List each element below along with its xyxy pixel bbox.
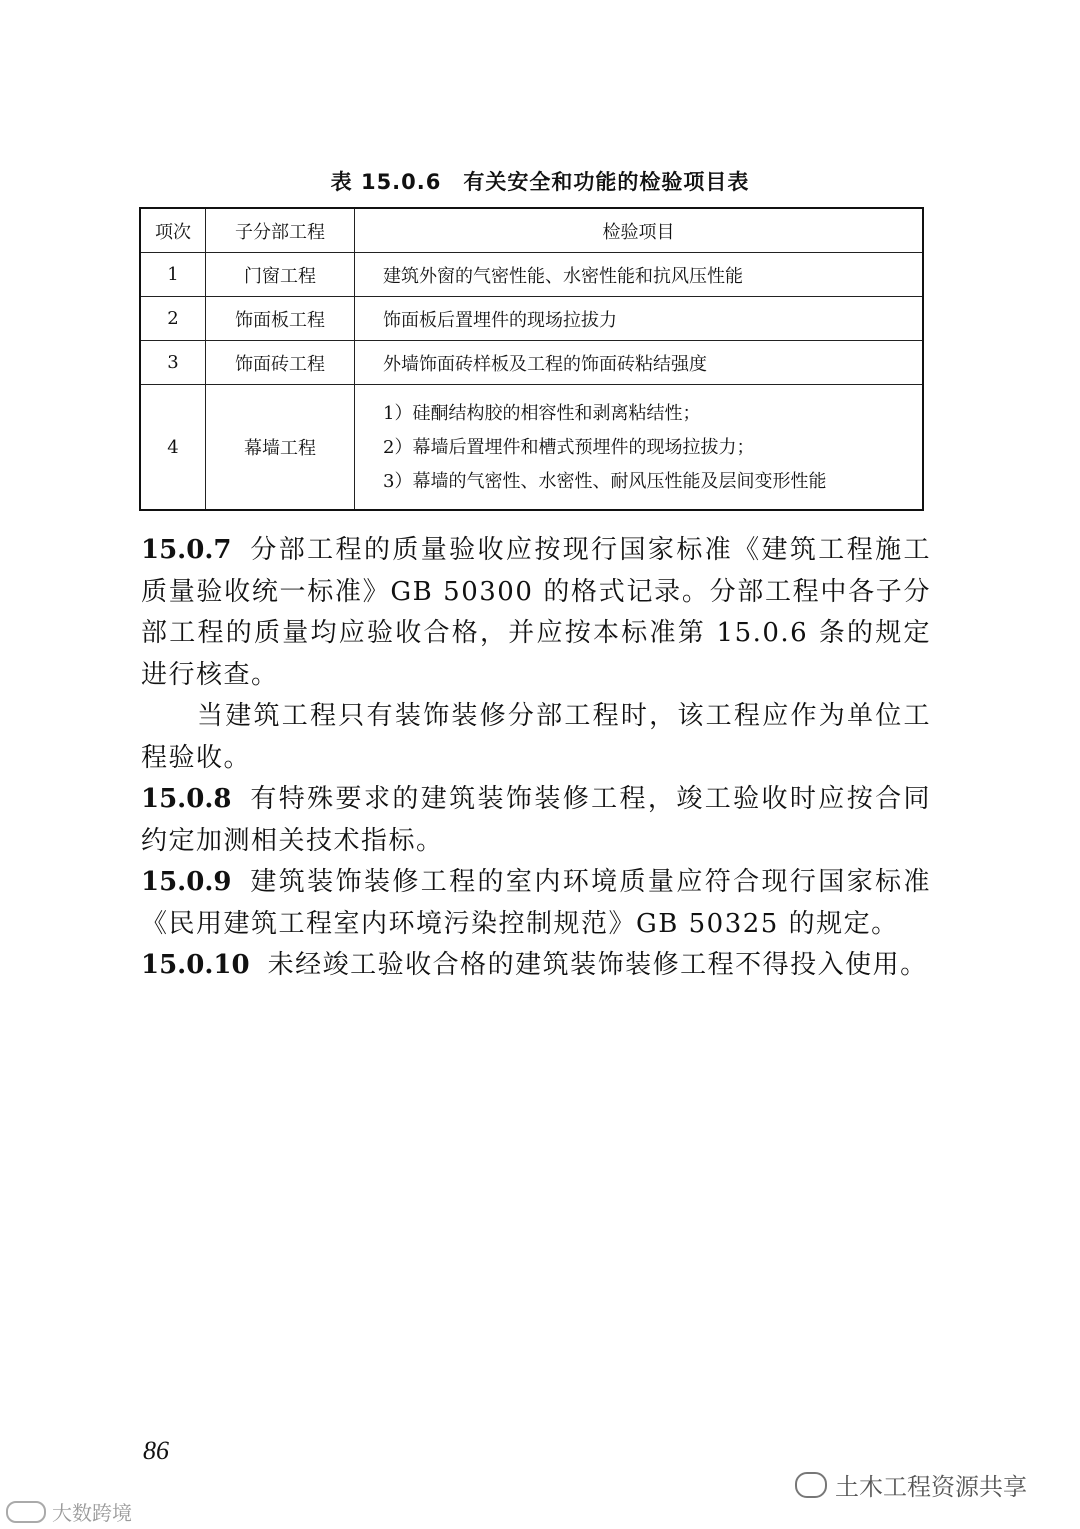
clause-15-0-8: [141, 779, 931, 862]
table-row: [140, 385, 923, 511]
row-item: 3）幕墙的气密性、水密性、耐风压性能及层间变形性能: [383, 471, 827, 492]
clause-15-0-7: [141, 530, 931, 696]
clause-15-0-10: [141, 945, 931, 987]
clause-text: 建筑装饰装修工程的室内环境质量应符合现行国家标准《民用建筑工程室内环境污染控制规范》GB 50325 的规定。: [141, 867, 931, 939]
row-item: 建筑外窗的气密性能、水密性能和抗风压性能: [355, 253, 924, 297]
row-item: 2）幕墙后置埋件和槽式预埋件的现场拉拔力；: [383, 437, 755, 458]
table-row: [140, 297, 923, 341]
page-number: 86: [143, 1436, 169, 1465]
table-title: 表 15.0.6 有关安全和功能的检验项目表: [330, 170, 750, 194]
watermark-left: [6, 1497, 132, 1526]
cloud-icon: [6, 1501, 46, 1523]
watermark-right: [795, 1467, 1027, 1502]
row-item: 1）硅酮结构胶的相容性和剥离粘结性；: [383, 403, 701, 424]
row-item-list: [355, 385, 924, 511]
row-item: 饰面板后置埋件的现场拉拔力: [355, 297, 924, 341]
row-item: 外墙饰面砖样板及工程的饰面砖粘结强度: [355, 341, 924, 385]
clause-15-0-7-paragraph-2: 当建筑工程只有装饰装修分部工程时，该工程应作为单位工程验收。: [141, 701, 931, 773]
clause-number: 15.0.10: [141, 950, 250, 980]
table-row: [140, 341, 923, 385]
row-sub: 门窗工程: [206, 253, 355, 297]
row-sub: 饰面砖工程: [206, 341, 355, 385]
row-no: 3: [140, 341, 206, 385]
row-sub: 幕墙工程: [206, 385, 355, 511]
clause-text: 有特殊要求的建筑装饰装修工程，竣工验收时应按合同约定加测相关技术指标。: [141, 784, 931, 856]
clause-text: 分部工程的质量验收应按现行国家标准《建筑工程施工质量验收统一标准》GB 50300 的格式记录。分部工程中各子分部工程的质量均应验收合格，并应按本标准第 15.0.6 条的规定进行核查。: [141, 535, 931, 690]
wechat-icon: [795, 1472, 827, 1498]
inspection-table: [139, 207, 924, 511]
row-no: 2: [140, 297, 206, 341]
clause-body: [141, 530, 931, 987]
row-no: 1: [140, 253, 206, 297]
row-sub: 饰面板工程: [206, 297, 355, 341]
clause-number: 15.0.7: [141, 535, 232, 565]
header-sub: 子分部工程: [206, 208, 355, 253]
table-row: [140, 253, 923, 297]
watermark-right-text: 土木工程资源共享: [835, 1473, 1027, 1501]
header-item: 检验项目: [355, 208, 924, 253]
clause-number: 15.0.8: [141, 784, 232, 814]
clause-text: 未经竣工验收合格的建筑装饰装修工程不得投入使用。: [267, 950, 928, 980]
clause-number: 15.0.9: [141, 867, 232, 897]
clause-15-0-9: [141, 862, 931, 945]
table-header-row: [140, 208, 923, 253]
watermark-left-text: 大数跨境: [52, 1501, 132, 1525]
header-no: 项次: [140, 208, 206, 253]
row-no: 4: [140, 385, 206, 511]
